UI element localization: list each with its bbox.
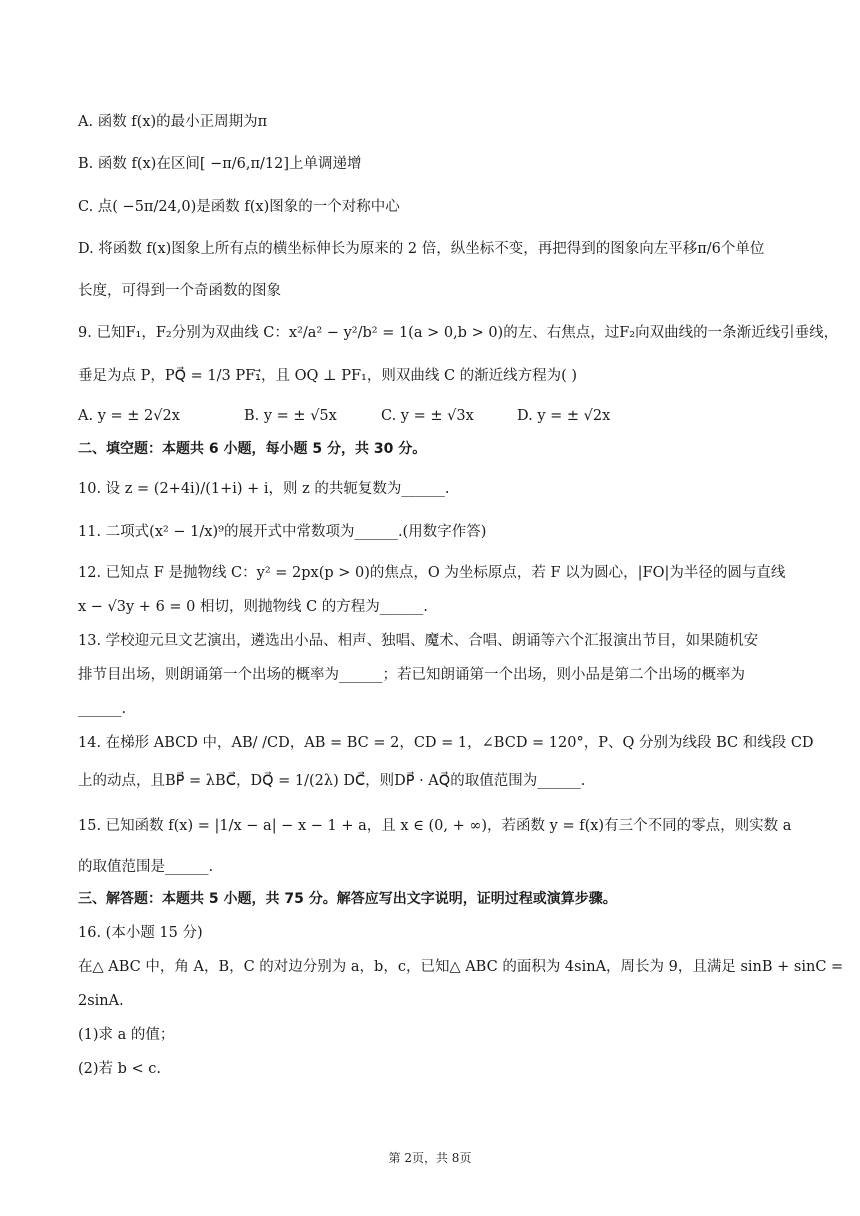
q14-line2: 上的动点，且BP⃗ = λBC⃗，DQ⃗ = 1/(2λ) DC⃗，则DP⃗ · AQ⃗的取值范围为______. (78, 773, 586, 789)
q15-line2: 的取值范围是______. (78, 859, 214, 875)
q13-line2: 排节目出场，则朗诵第一个出场的概率为______；若已知朗诵第一个出场，则小品是第二个出场的概率为 (78, 667, 745, 683)
q9-options (78, 405, 782, 427)
q15-line1: 15. 已知函数 f(x) = |1/x − a| − x − 1 + a，且 x ∈ (0, + ∞)，若函数 y = f(x)有三个不同的零点，则实数 a (78, 818, 792, 834)
q10: 10. 设 z = (2+4i)/(1+i) + i，则 z 的共轭复数为______. (78, 481, 450, 497)
q8-option-c: C. 点( −5π/24,0)是函数 f(x)图象的一个对称中心 (78, 199, 400, 215)
q12-line1: 12. 已知点 F 是抛物线 C：y² = 2px(p > 0)的焦点，O 为坐标原点，若 F 以为圆心，|FO|为半径的圆与直线 (78, 565, 786, 581)
q16-part1: (1)求 a 的值； (78, 1027, 175, 1043)
q16-title: 16. (本小题 15 分) (78, 925, 203, 941)
q13-line3: ______. (78, 701, 127, 717)
q9-option-b: B. y = ± √5x (244, 408, 337, 424)
q16-part2: (2)若 b < c. (78, 1061, 162, 1077)
section-3-heading: 三、解答题：本题共 5 小题，共 75 分。解答应写出文字说明，证明过程或演算步骤。 (78, 891, 617, 907)
q9-option-a: A. y = ± 2√2x (78, 408, 180, 424)
q9-option-c: C. y = ± √3x (381, 408, 474, 424)
q9-option-d: D. y = ± √2x (517, 408, 611, 424)
q9-line1: 9. 已知F₁，F₂分别为双曲线 C：x²/a² − y²/b² = 1(a > 0,b > 0)的左、右焦点，过F₂向双曲线的一条渐近线引垂线， (78, 325, 839, 341)
q8-option-d-line2: 长度，可得到一个奇函数的图象 (78, 283, 281, 299)
q16-line2: 2sinA. (78, 993, 124, 1009)
q12-line2: x − √3y + 6 = 0 相切，则抛物线 C 的方程为______. (78, 599, 428, 615)
q13-line1: 13. 学校迎元旦文艺演出，遴选出小品、相声、独唱、魔术、合唱、朗诵等六个汇报演出节目，如果随机安 (78, 633, 759, 649)
q14-line1: 14. 在梯形 ABCD 中，AB/ /CD，AB = BC = 2，CD = 1，∠BCD = 120°，P、Q 分别为线段 BC 和线段 CD (78, 735, 814, 751)
page-footer: 第 2页，共 8页 (388, 1151, 472, 1165)
q9-line2: 垂足为点 P，PQ⃗ = 1/3 PF₁⃗，且 OQ ⊥ PF₁，则双曲线 C 的渐近线方程为( ) (78, 368, 578, 384)
q11: 11. 二项式(x² − 1/x)⁹的展开式中常数项为______.(用数字作答) (78, 524, 487, 540)
q8-option-b: B. 函数 f(x)在区间[ −π/6,π/12]上单调递增 (78, 156, 362, 172)
section-2-heading: 二、填空题：本题共 6 小题，每小题 5 分，共 30 分。 (78, 441, 427, 457)
q16-line1: 在△ ABC 中，角 A，B，C 的对边分别为 a，b，c，已知△ ABC 的面积为 4sinA，周长为 9，且满足 sinB + sinC = (78, 959, 844, 975)
q8-option-d-line1: D. 将函数 f(x)图象上所有点的横坐标伸长为原来的 2 倍，纵坐标不变，再把得到的图象向左平移π/6个单位 (78, 241, 765, 257)
q8-option-a: A. 函数 f(x)的最小正周期为π (78, 114, 268, 130)
